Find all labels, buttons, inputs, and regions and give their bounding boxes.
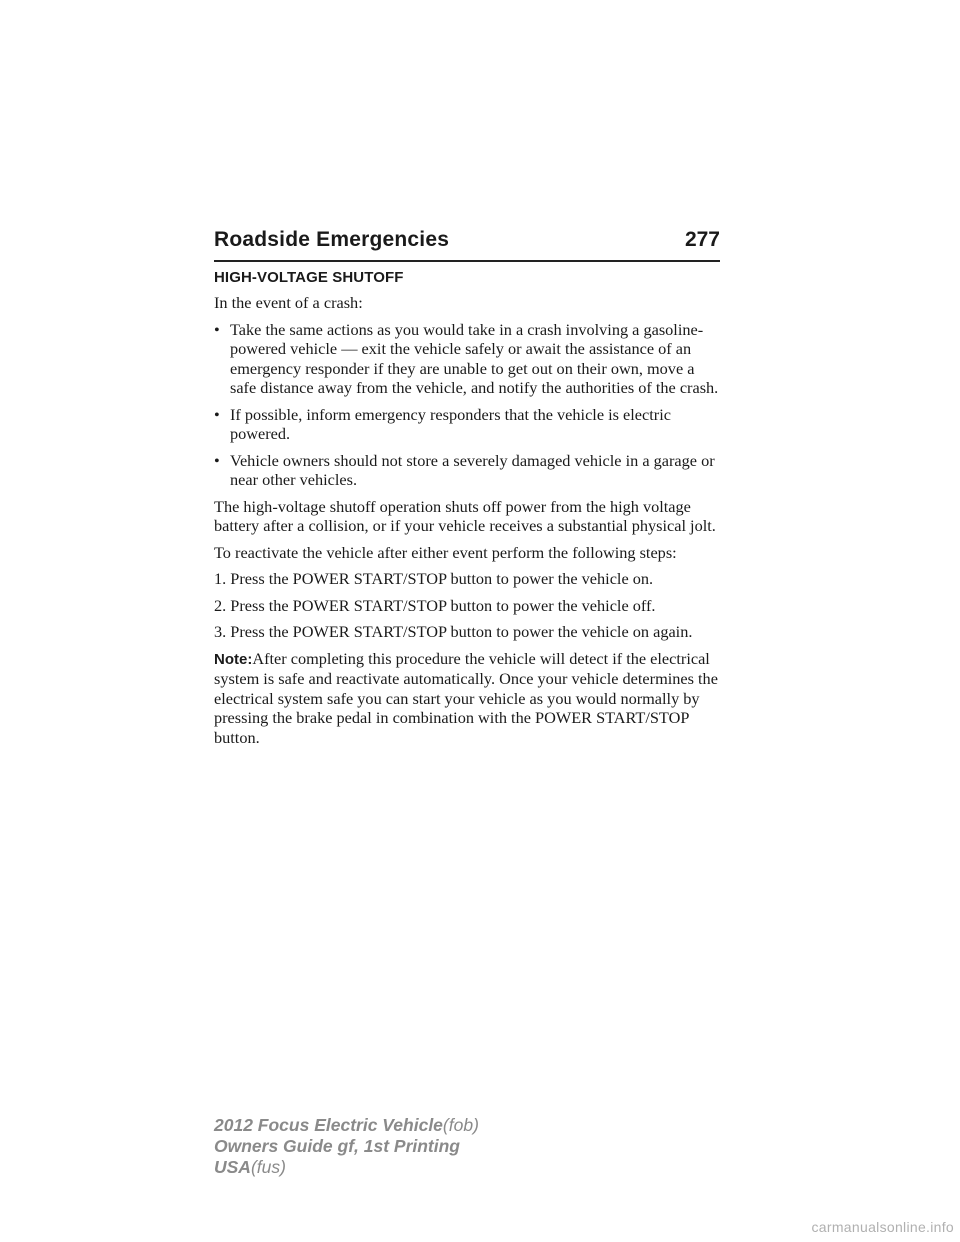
header-divider	[214, 260, 720, 262]
step-2: 2. Press the POWER START/STOP button to power the vehicle off.	[214, 595, 656, 615]
page-number: 277	[684, 228, 720, 251]
footer-line-2: Owners Guide gf, 1st Printing	[214, 1136, 460, 1156]
step-3: 3. Press the POWER START/STOP button to power the vehicle on again.	[214, 622, 693, 641]
footer-model: 2012 Focus Electric Vehicle	[214, 1115, 443, 1135]
list-item	[214, 320, 724, 398]
bullet-icon: •	[214, 450, 220, 470]
list-item-text: Take the same actions as you would take in a crash involving a gasoline-powered vehicle — exit the vehicle safely or await the assistance of an emergency responder if they are unable to get out on their own, move a safe distance away from the vehicle, and notify the authorities of the crash.	[230, 319, 719, 397]
footer-model-code: (fob)	[442, 1115, 479, 1135]
footer-line-1	[214, 1115, 479, 1136]
note-paragraph	[214, 649, 724, 748]
footer-line-3	[214, 1157, 479, 1178]
intro-text: In the event of a crash:	[214, 293, 363, 312]
reactivate-intro: To reactivate the vehicle after either event perform the following steps:	[214, 542, 677, 562]
note-label: Note:	[214, 650, 253, 668]
bullet-icon: •	[214, 404, 220, 424]
list-item	[214, 405, 724, 444]
page-content	[214, 268, 724, 754]
list-item	[214, 451, 724, 490]
page-footer	[214, 1115, 479, 1178]
crash-actions-list	[214, 320, 724, 490]
bullet-icon: •	[214, 319, 220, 339]
list-item-text: Vehicle owners should not store a severely damaged vehicle in a garage or near other vehicles.	[230, 450, 715, 489]
section-heading: HIGH-VOLTAGE SHUTOFF	[214, 269, 404, 286]
site-watermark: carmanualsonline.info	[811, 1219, 954, 1235]
footer-market-code: (fus)	[250, 1157, 286, 1177]
chapter-title: Roadside Emergencies	[214, 228, 450, 251]
shutoff-description: The high-voltage shutoff operation shuts off power from the high voltage battery after a collision, or if your vehicle receives a substantial physical jolt.	[214, 496, 716, 535]
list-item-text: If possible, inform emergency responders that the vehicle is electric powered.	[230, 404, 671, 443]
page-header	[214, 228, 720, 262]
step-1: 1. Press the POWER START/STOP button to power the vehicle on.	[214, 569, 654, 588]
footer-market: USA	[214, 1157, 251, 1177]
note-text: After completing this procedure the vehicle will detect if the electrical system is safe and reactivate automatically. Once your vehicle determines the electrical system safe you can start your vehicle as you would normally by pressing the brake pedal in combination with the POWER START/STOP button.	[214, 648, 718, 747]
